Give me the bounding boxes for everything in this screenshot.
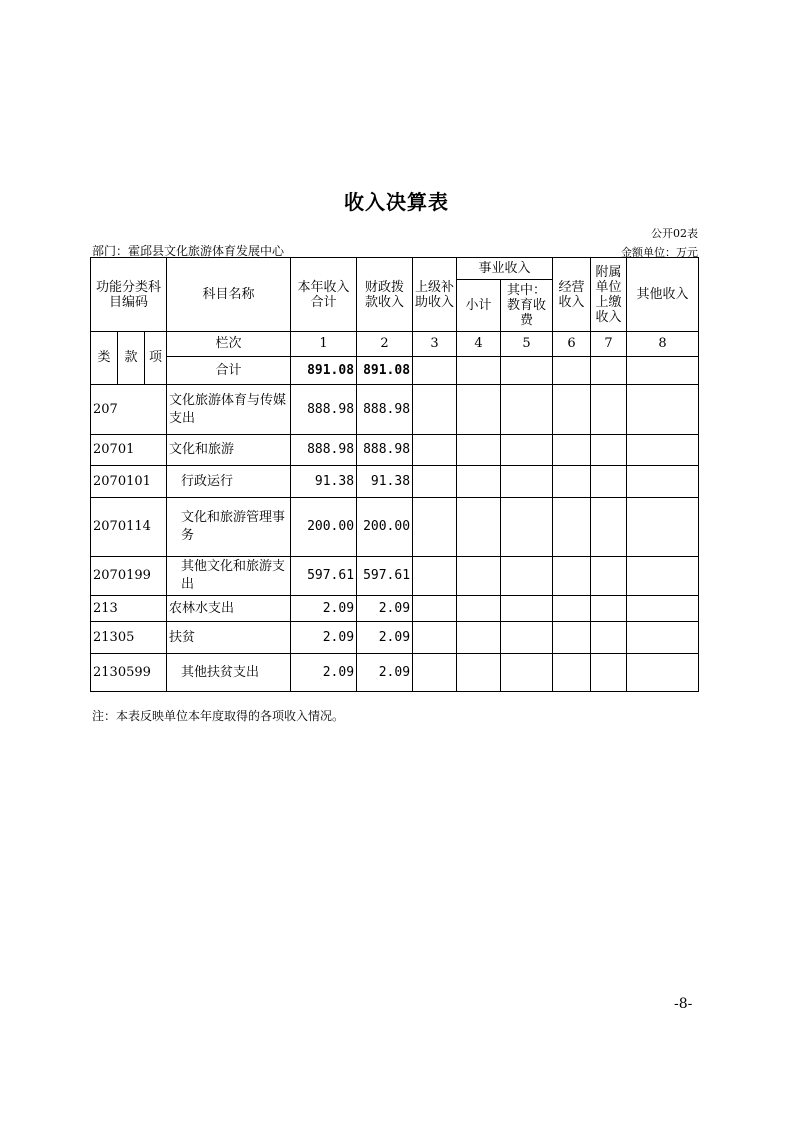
row-code: 2070101 — [91, 466, 167, 498]
header-business: 事业收入 — [457, 258, 553, 280]
row-code: 2130599 — [91, 654, 167, 692]
row-fiscal: 2.09 — [357, 654, 413, 692]
page-number: -8- — [674, 996, 693, 1012]
row-name: 文化旅游体育与传媒支出 — [167, 385, 291, 435]
row-code: 213 — [91, 596, 167, 622]
row-name: 文化和旅游管理事务 — [167, 498, 291, 557]
row-total: 200.00 — [291, 498, 357, 557]
row-name: 其他扶贫支出 — [167, 654, 291, 692]
row-code: 21305 — [91, 622, 167, 654]
col-number: 7 — [591, 332, 627, 357]
row-code: 2070114 — [91, 498, 167, 557]
header-education: 其中：教育收费 — [501, 280, 553, 332]
header-fiscal: 财政拨款收入 — [357, 258, 413, 332]
header-superior: 上级补助收入 — [413, 258, 457, 332]
row-total: 888.98 — [291, 435, 357, 466]
col-number: 2 — [357, 332, 413, 357]
row-fiscal: 888.98 — [357, 435, 413, 466]
header-xiang: 项 — [145, 332, 167, 385]
row-total: 2.09 — [291, 622, 357, 654]
row-fiscal: 91.38 — [357, 466, 413, 498]
row-total: 888.98 — [291, 385, 357, 435]
sum-total: 891.08 — [291, 357, 357, 385]
col-number: 8 — [627, 332, 699, 357]
col-number: 5 — [501, 332, 553, 357]
header-subject-name: 科目名称 — [167, 258, 291, 332]
row-name: 扶贫 — [167, 622, 291, 654]
row-code: 2070199 — [91, 557, 167, 596]
header-func-code: 功能分类科目编码 — [91, 258, 167, 332]
row-name: 行政运行 — [167, 466, 291, 498]
row-name: 文化和旅游 — [167, 435, 291, 466]
row-name: 其他文化和旅游支出 — [167, 557, 291, 596]
income-table — [90, 257, 699, 692]
row-fiscal: 597.61 — [357, 557, 413, 596]
sum-label: 合计 — [167, 357, 291, 385]
row-fiscal: 200.00 — [357, 498, 413, 557]
row-name: 农林水支出 — [167, 596, 291, 622]
form-number: 公开02表 — [651, 227, 698, 240]
header-kuan: 款 — [118, 332, 145, 385]
row-total: 91.38 — [291, 466, 357, 498]
row-code: 20701 — [91, 435, 167, 466]
department-label: 部门：霍邱县文化旅游体育发展中心 — [92, 244, 285, 258]
footnote: 注：本表反映单位本年度取得的各项收入情况。 — [92, 709, 345, 723]
row-total: 2.09 — [291, 654, 357, 692]
row-total: 597.61 — [291, 557, 357, 596]
col-number: 6 — [553, 332, 591, 357]
col-number: 4 — [457, 332, 501, 357]
amount-unit: 金额单位：万元 — [621, 246, 698, 259]
column-no-label: 栏次 — [167, 332, 291, 357]
page-title: 收入决算表 — [344, 190, 449, 214]
row-code: 207 — [91, 385, 167, 435]
header-other: 其他收入 — [627, 258, 699, 332]
header-operating: 经营收入 — [553, 258, 591, 332]
row-fiscal: 888.98 — [357, 385, 413, 435]
row-total: 2.09 — [291, 596, 357, 622]
header-affiliated: 附属单位上缴收入 — [591, 258, 627, 332]
col-number: 3 — [413, 332, 457, 357]
col-number: 1 — [291, 332, 357, 357]
header-total: 本年收入合计 — [291, 258, 357, 332]
row-fiscal: 2.09 — [357, 596, 413, 622]
row-fiscal: 2.09 — [357, 622, 413, 654]
sum-fiscal: 891.08 — [357, 357, 413, 385]
header-subtotal: 小计 — [457, 280, 501, 332]
header-lei: 类 — [91, 332, 118, 385]
